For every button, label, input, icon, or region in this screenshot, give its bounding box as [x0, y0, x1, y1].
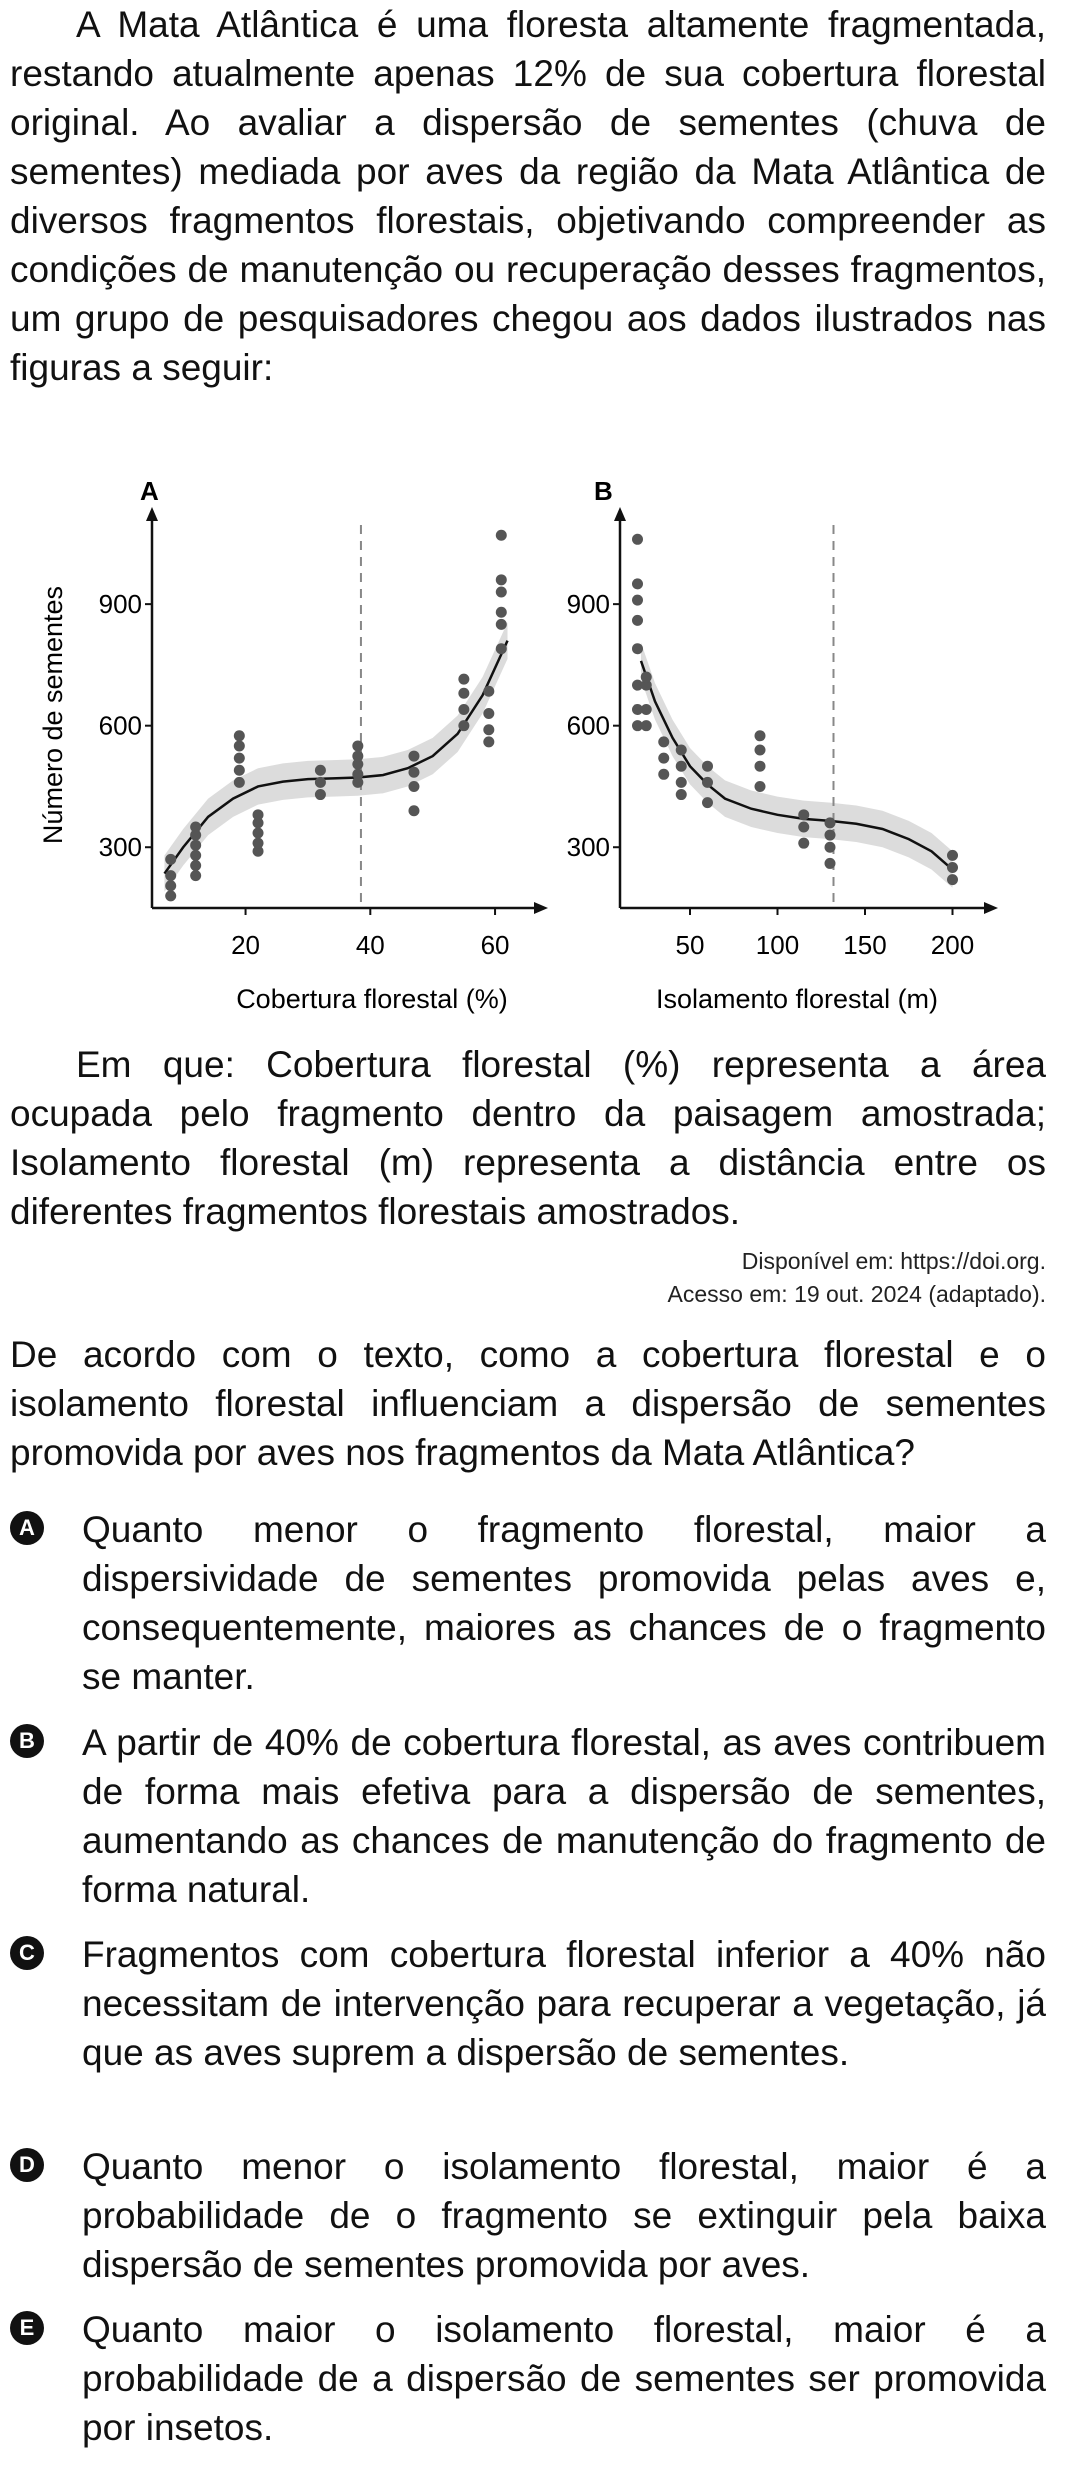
chart-a-y-tick-label: 900 [98, 589, 142, 620]
chart-a-data-point [408, 751, 419, 762]
chart-b-y-tick-label: 600 [566, 710, 610, 741]
chart-a-x-tick-label: 40 [355, 930, 385, 960]
chart-a-data-point [315, 789, 326, 800]
chart-a-data-point [352, 769, 363, 780]
chart-a-x-axis-label: Cobertura florestal (%) [236, 984, 508, 1014]
option-a-text: Quanto menor o fragmento florestal, maior a dispersividade de sementes promovida pelas aves e, consequentemente, maiores as chances de o fragmento se manter. [82, 1509, 1046, 1697]
chart-a-data-point [483, 724, 494, 735]
chart-b-data-point [632, 534, 643, 545]
chart-a-data-point [408, 805, 419, 816]
chart-b-data-point [676, 777, 687, 788]
figure-note: Em que: Cobertura florestal (%) representa a área ocupada pelo fragmento dentro da paisagem amostrada; Isolamento florestal (m) representa a distância entre os diferentes fragmentos florestais amostrados. [10, 1044, 1046, 1232]
option-b-badge: B [10, 1724, 44, 1758]
seed-dispersion-figure [0, 470, 1068, 1030]
chart-a-data-point [165, 870, 176, 881]
chart-b-data-point [825, 858, 836, 869]
chart-a-panel-label: A [140, 476, 159, 506]
chart-a-data-point [352, 740, 363, 751]
chart-b-data-point [632, 615, 643, 626]
chart-b-data-point [641, 672, 652, 683]
chart-b-data-point [658, 736, 669, 747]
chart-b-data-point [658, 753, 669, 764]
chart-b-data-point [702, 797, 713, 808]
option-a-badge: A [10, 1511, 44, 1545]
chart-b-data-point [798, 821, 809, 832]
intro-text: A Mata Atlântica é uma floresta altamente fragmentada, restando atualmente apenas 12% de sua cobertura florestal original. Ao avaliar a dispersão de sementes (chuva de sementes) mediada por aves da região da Mata Atlântica de diversos fragmentos florestais, objetivando compreender as condições de manutenção ou recuperação desses fragmentos, um grupo de pesquisadores chegou aos dados ilustrados nas figuras a seguir: [10, 4, 1046, 388]
chart-b-data-point [632, 595, 643, 606]
chart-a-data-point [483, 686, 494, 697]
chart-a-data-point [234, 777, 245, 788]
option-d-badge: D [10, 2148, 44, 2182]
charts-svg [0, 470, 1068, 1030]
chart-a-data-point [458, 688, 469, 699]
chart-b-data-point [632, 578, 643, 589]
chart-a-data-point [352, 751, 363, 762]
chart-b-data-point [947, 874, 958, 885]
chart-b-data-point [702, 777, 713, 788]
chart-a-data-point [315, 777, 326, 788]
chart-a-data-point [315, 765, 326, 776]
chart-b-y-axis-arrow [614, 507, 626, 521]
chart-a-y-tick-label: 600 [98, 710, 142, 741]
source-line-2: Acesso em: 19 out. 2024 (adaptado). [667, 1281, 1046, 1307]
chart-b-data-point [798, 838, 809, 849]
chart-a-x-tick-label: 20 [231, 930, 261, 960]
chart-b-data-point [641, 704, 652, 715]
option-c-badge: C [10, 1936, 44, 1970]
chart-b-y-tick-label: 900 [566, 589, 610, 620]
option-c-text: Fragmentos com cobertura florestal inferior a 40% não necessitam de intervenção para recuperar a vegetação, já que as aves suprem a dispersão de sementes. [82, 1934, 1046, 2073]
chart-a-data-point [234, 740, 245, 751]
chart-b-x-tick-label: 50 [675, 930, 705, 960]
chart-b-x-tick-label: 150 [843, 930, 887, 960]
chart-b-data-point [798, 809, 809, 820]
chart-b-x-tick-label: 200 [930, 930, 975, 960]
chart-a-trend-line [164, 641, 507, 874]
chart-a-data-point [408, 767, 419, 778]
chart-a-data-point [483, 708, 494, 719]
option-b-text: A partir de 40% de cobertura florestal, as aves contribuem de forma mais efetiva para a dispersão de sementes, aumentando as chances de manutenção do fragmento de forma natural. [82, 1722, 1046, 1910]
chart-a-data-point [165, 854, 176, 865]
chart-b-data-point [632, 643, 643, 654]
chart-a-data-point [496, 643, 507, 654]
chart-a-confidence-band [164, 622, 507, 891]
chart-a-y-axis-label: Número de sementes [38, 585, 68, 845]
source-line-1: Disponível em: https://doi.org. [741, 1248, 1046, 1274]
chart-a-x-axis-arrow [534, 902, 548, 914]
chart-a-data-point [496, 607, 507, 618]
chart-a-data-point [190, 840, 201, 851]
chart-a-data-point [190, 850, 201, 861]
chart-b-data-point [947, 862, 958, 873]
chart-a-data-point [190, 821, 201, 832]
chart-a-data-point [165, 890, 176, 901]
chart-a-data-point [496, 530, 507, 541]
chart-b-x-axis-arrow [984, 902, 998, 914]
chart-b-data-point [825, 842, 836, 853]
chart-panel-b [567, 476, 998, 1014]
option-e-badge: E [10, 2311, 44, 2345]
chart-a-x-tick-label: 60 [480, 930, 510, 960]
chart-a-data-point [458, 674, 469, 685]
chart-a-y-axis-arrow [146, 507, 158, 521]
chart-b-x-tick-label: 100 [755, 930, 800, 960]
chart-b-confidence-band [641, 643, 953, 888]
chart-b-data-point [676, 789, 687, 800]
chart-a-data-point [190, 860, 201, 871]
chart-b-data-point [676, 761, 687, 772]
chart-a-data-point [408, 781, 419, 792]
chart-b-data-point [658, 769, 669, 780]
chart-b-data-point [825, 817, 836, 828]
chart-b-y-tick-label: 300 [566, 832, 610, 863]
option-e-text: Quanto maior o isolamento florestal, maior é a probabilidade de a dispersão de sementes ser promovida por insetos. [82, 2309, 1046, 2448]
chart-b-data-point [755, 761, 766, 772]
chart-a-data-point [234, 765, 245, 776]
option-d-text: Quanto menor o isolamento florestal, maior é a probabilidade de o fragmento se extinguir pela baixa dispersão de sementes promovida por aves. [82, 2146, 1046, 2285]
chart-a-data-point [458, 720, 469, 731]
chart-b-data-point [676, 744, 687, 755]
chart-b-data-point [641, 720, 652, 731]
chart-panel-a [38, 476, 548, 1014]
chart-b-data-point [755, 781, 766, 792]
chart-b-data-point [825, 830, 836, 841]
chart-b-data-point [755, 730, 766, 741]
chart-a-data-point [253, 838, 264, 849]
chart-a-data-point [483, 736, 494, 747]
chart-b-x-axis-label: Isolamento florestal (m) [655, 984, 939, 1014]
chart-a-data-point [253, 809, 264, 820]
question-text: De acordo com o texto, como a cobertura florestal e o isolamento florestal influenciam a dispersão de sementes promovida por aves nos fragmentos da Mata Atlântica? [10, 1334, 1046, 1473]
chart-a-data-point [496, 619, 507, 630]
chart-b-panel-label: B [594, 476, 613, 506]
chart-a-data-point [253, 828, 264, 839]
chart-a-y-tick-label: 300 [98, 832, 142, 863]
chart-a-data-point [496, 574, 507, 585]
source-citation [668, 1245, 1046, 1311]
chart-a-data-point [165, 880, 176, 891]
chart-a-data-point [458, 704, 469, 715]
chart-b-data-point [702, 761, 713, 772]
chart-b-data-point [947, 850, 958, 861]
chart-a-data-point [234, 753, 245, 764]
chart-a-data-point [190, 870, 201, 881]
chart-b-data-point [755, 744, 766, 755]
chart-a-data-point [234, 730, 245, 741]
chart-a-data-point [496, 586, 507, 597]
